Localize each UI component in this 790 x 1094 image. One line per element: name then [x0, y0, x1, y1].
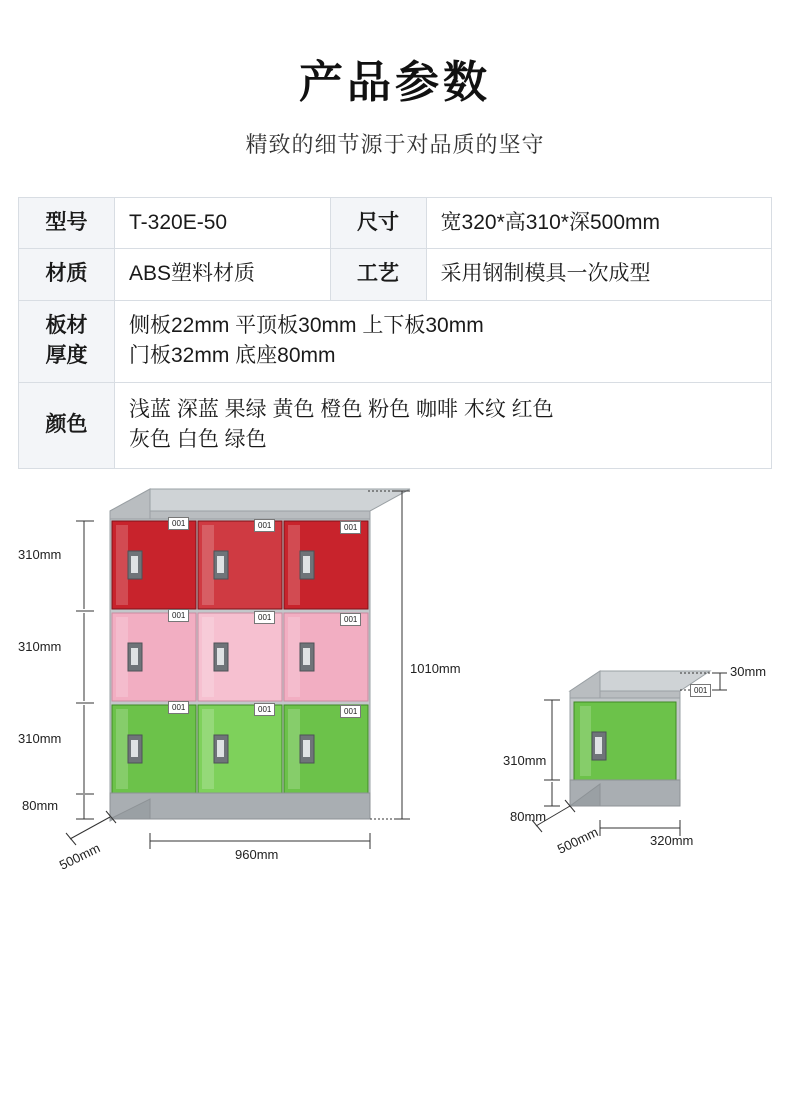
- small-dim-depth: 500mm: [554, 824, 601, 857]
- door-tag: 001: [254, 519, 275, 532]
- table-row: [19, 382, 772, 468]
- big-dim-width: 960mm: [235, 846, 279, 862]
- small-dim-width: 320mm: [650, 832, 694, 848]
- big-locker-illustration: [50, 481, 450, 881]
- table-row: [19, 300, 772, 382]
- spec-label-thickness-line1: 板材: [45, 313, 88, 337]
- spec-value-color: [115, 382, 772, 468]
- page-header: [0, 0, 790, 159]
- color-line-2: 灰色 白色 绿色: [129, 428, 267, 452]
- small-locker-illustration: [530, 656, 790, 896]
- door-tag: 001: [254, 611, 275, 624]
- door-tag: 001: [340, 705, 361, 718]
- door-tag: 001: [340, 521, 361, 534]
- spec-label-thickness-line2: 厚度: [45, 344, 88, 368]
- table-row: [19, 249, 772, 300]
- big-dim-depth: 500mm: [56, 840, 103, 873]
- spec-table: [18, 197, 772, 469]
- big-dim-row3: 310mm: [18, 730, 62, 746]
- spec-value-process: 采用钢制模具一次成型: [426, 249, 771, 300]
- page-subtitle: 精致的细节源于对品质的坚守: [245, 132, 545, 157]
- dimension-diagram: [0, 481, 790, 941]
- door-tag: 001: [340, 613, 361, 626]
- table-row: [19, 198, 772, 249]
- color-line-1: 浅蓝 深蓝 果绿 黄色 橙色 粉色 咖啡 木纹 红色: [129, 397, 554, 421]
- spec-value-thickness: [115, 300, 772, 382]
- thickness-line-1: 侧板22mm 平顶板30mm 上下板30mm: [129, 313, 484, 337]
- spec-label-process: 工艺: [330, 249, 426, 300]
- spec-label-model: 型号: [19, 198, 115, 249]
- spec-value-size: 宽320*高310*深500mm: [426, 198, 771, 249]
- big-dim-base: 80mm: [22, 797, 59, 813]
- spec-value-model: T-320E-50: [115, 198, 331, 249]
- small-dim-top-thickness: 30mm: [730, 663, 767, 679]
- spec-label-color: 颜色: [19, 382, 115, 468]
- spec-label-size: 尺寸: [330, 198, 426, 249]
- big-dim-row1: 310mm: [18, 546, 62, 562]
- door-tag: 001: [690, 684, 711, 697]
- small-dim-height: 310mm: [503, 752, 547, 768]
- page-title: 产品参数: [299, 58, 491, 107]
- spec-table-wrap: [18, 197, 772, 469]
- big-dim-row2: 310mm: [18, 638, 62, 654]
- big-dim-total-height: 1010mm: [410, 660, 461, 676]
- spec-value-material: ABS塑料材质: [115, 249, 331, 300]
- door-tag: 001: [168, 517, 189, 530]
- spec-label-thickness: [19, 300, 115, 382]
- thickness-line-2: 门板32mm 底座80mm: [129, 344, 336, 368]
- door-tag: 001: [168, 701, 189, 714]
- small-dim-base: 80mm: [510, 808, 547, 824]
- door-tag: 001: [254, 703, 275, 716]
- door-tag: 001: [168, 609, 189, 622]
- spec-label-material: 材质: [19, 249, 115, 300]
